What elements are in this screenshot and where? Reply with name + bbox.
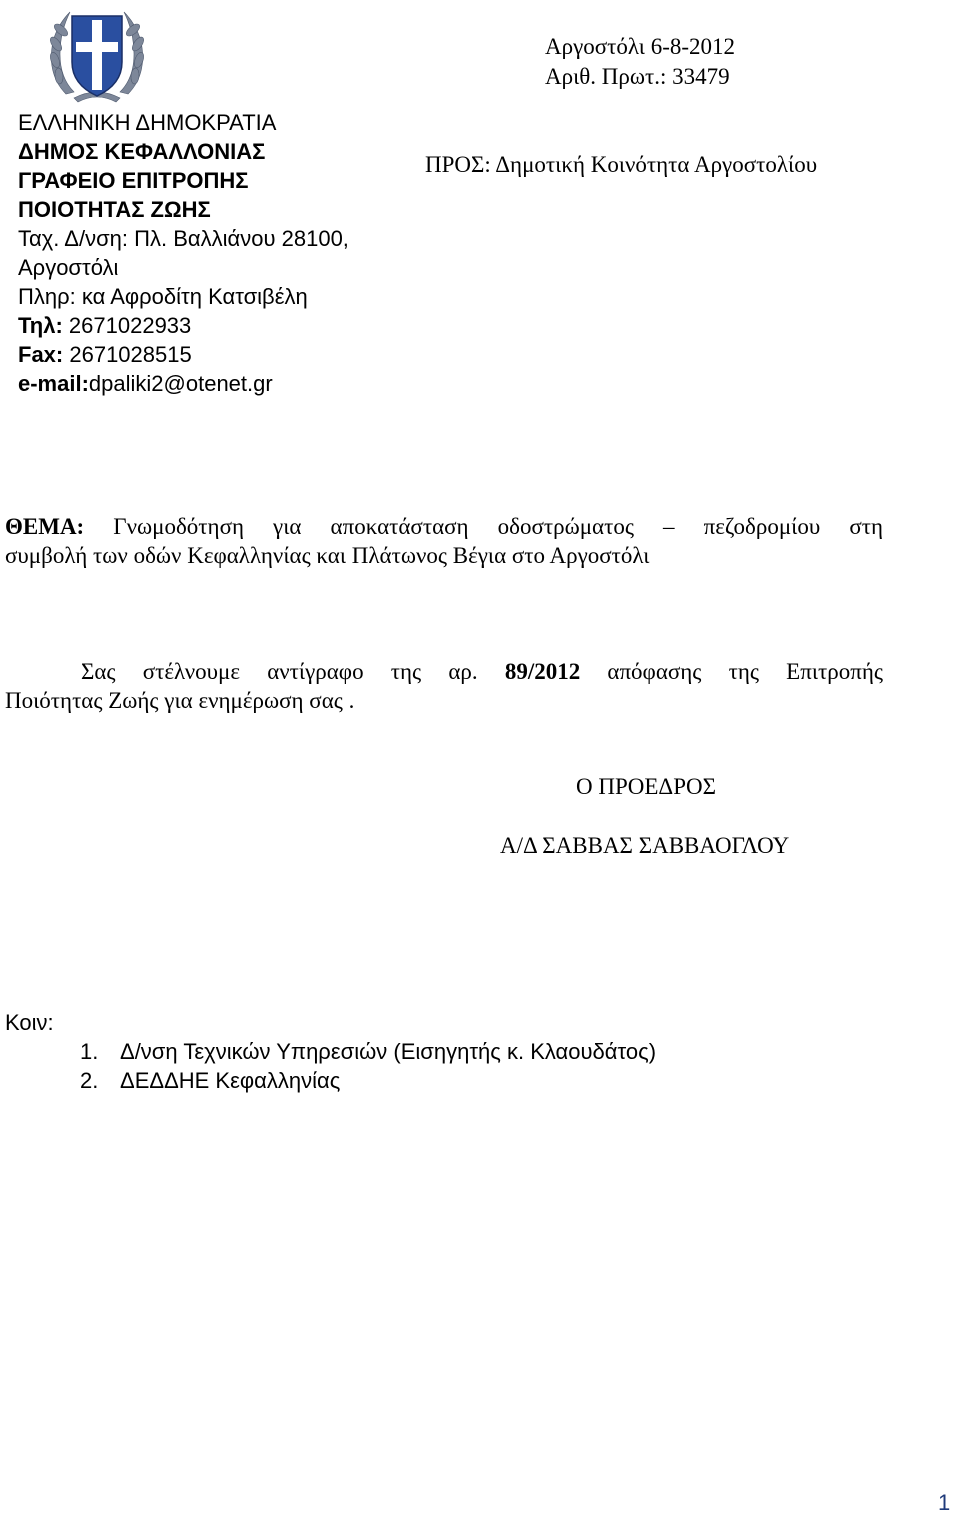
sender-info: Πληρ: κα Αφροδίτη Κατσιβέλη (18, 284, 308, 309)
phone-value: 2671022933 (62, 313, 192, 338)
subject-text-1: Γνωμοδότηση για αποκατάσταση οδοστρώματος – πεζοδρομίου στη (84, 514, 883, 539)
cc-item-text: ΔΕΔΔΗΕ Κεφαλληνίας (120, 1068, 341, 1093)
subject-line-2: συμβολή των οδών Κεφαλληνίας και Πλάτωνος Βέγια στο Αργοστόλι (5, 543, 650, 568)
signature-name: Α/Δ ΣΑΒΒΑΣ ΣΑΒΒΑΟΓΛΟΥ (500, 833, 790, 858)
sender-fax-row (18, 340, 349, 369)
sender-office-2: ΠΟΙΟΤΗΤΑΣ ΖΩΗΣ (18, 197, 211, 222)
place-date: Αργοστόλι 6-8-2012 (545, 34, 736, 59)
body-line-1 (5, 657, 883, 686)
email-label: e-mail: (18, 371, 89, 396)
cc-item-number: 2. (80, 1068, 99, 1093)
sender-block (18, 108, 349, 398)
body-block (5, 657, 883, 715)
page-number: 1 (938, 1490, 951, 1515)
sender-office: ΓΡΑΦΕΙΟ ΕΠΙΤΡΟΠΗΣ (18, 168, 249, 193)
phone-label: Τηλ: (18, 313, 63, 338)
date-protocol-block (545, 32, 735, 92)
cc-label: Κοιν: (5, 1010, 54, 1035)
decision-number: 89/2012 (504, 659, 581, 684)
list-item (80, 1066, 656, 1095)
greek-coat-of-arms-icon (44, 2, 150, 106)
fax-value: 2671028515 (63, 342, 192, 367)
sender-address-line-1: Ταχ. Δ/νση: Πλ. Βαλλιάνου 28100, (18, 226, 349, 251)
sender-country: ΕΛΛΗΝΙΚΗ ΔΗΜΟΚΡΑΤΙΑ (18, 110, 277, 135)
body-text-pre: Σας στέλνουμε αντίγραφο της αρ. (81, 659, 505, 684)
sender-email-row (18, 369, 349, 398)
sender-address-line-2: Αργοστόλι (18, 255, 119, 280)
fax-label: Fax: (18, 342, 64, 367)
body-text-post: απόφασης της Επιτροπής (580, 659, 884, 684)
subject-line-1 (5, 512, 883, 541)
subject-label: ΘΕΜΑ: (5, 514, 85, 539)
subject-block (5, 512, 883, 570)
recipient: ΠΡΟΣ: Δημοτική Κοινότητα Αργοστολίου (425, 152, 818, 177)
list-item (80, 1037, 656, 1066)
cc-item-number: 1. (80, 1039, 99, 1064)
body-line-2: Ποιότητας Ζωής για ενημέρωση σας . (5, 688, 355, 713)
cc-item-text: Δ/νση Τεχνικών Υπηρεσιών (Εισηγητής κ. Κλαουδάτος) (120, 1039, 657, 1064)
sender-phone-row (18, 311, 349, 340)
signature-title: Ο ΠΡΟΕΔΡΟΣ (576, 774, 716, 799)
cc-list (80, 1037, 656, 1095)
sender-municipality: ΔΗΜΟΣ ΚΕΦΑΛΛΟΝΙΑΣ (18, 139, 266, 164)
protocol-number: Αριθ. Πρωτ.: 33479 (545, 64, 730, 89)
email-value: dpaliki2@otenet.gr (88, 371, 273, 396)
